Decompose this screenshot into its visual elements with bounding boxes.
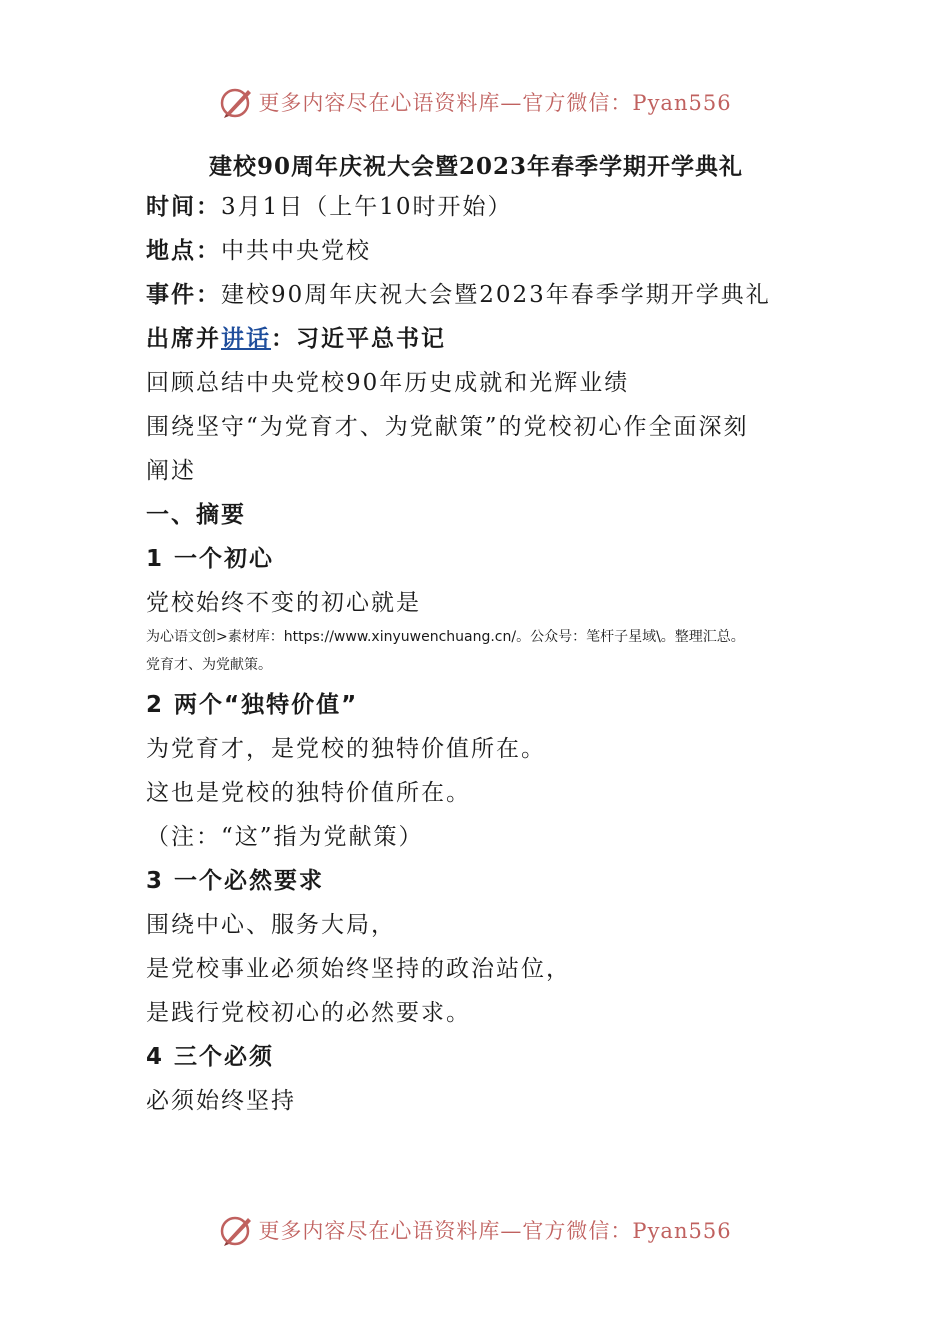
speech-link[interactable]: 讲话 [221,326,271,352]
time-line [146,188,513,221]
time-value: 3月1日（上午10时开始） [221,194,513,220]
point-1-line: 党校始终不变的初心就是 [146,590,421,616]
point-2-line: 为党育才，是党校的独特价值所在。 [146,736,546,762]
intro-line: 阐述 [146,458,196,484]
point-1-heading: 1 一个初心 [146,546,275,572]
speaker-label-suffix: ： [271,326,296,352]
speaker-line [146,320,446,353]
point-2-line: （注：“这”指为党献策） [146,824,424,850]
pen-logo-icon [218,84,254,120]
footer-watermark-text: 更多内容尽在心语资料库—官方微信：Pyan556 [258,1219,732,1243]
point-4-line: 必须始终坚持 [146,1088,296,1114]
section-heading-summary: 一、摘要 [146,502,246,528]
event-line [146,276,771,309]
header-watermark-text: 更多内容尽在心语资料库—官方微信：Pyan556 [258,91,732,115]
point-3-line: 是党校事业必须始终坚持的政治站位， [146,956,571,982]
footer-watermark-banner [0,1208,950,1252]
pen-logo-icon [218,1212,254,1248]
point-1-small-line: 党育才、为党献策。 [146,657,272,673]
place-value: 中共中央党校 [221,238,371,264]
point-2-heading: 2 两个“独特价值” [146,692,359,718]
place-line [146,232,371,265]
point-3-line: 围绕中心、服务大局， [146,912,396,938]
event-value: 建校90周年庆祝大会暨2023年春季学期开学典礼 [221,282,771,308]
intro-line: 回顾总结中央党校90年历史成就和光辉业绩 [146,370,630,396]
intro-line: 围绕坚守“为党育才、为党献策”的党校初心作全面深刻 [146,414,749,440]
point-4-heading: 4 三个必须 [146,1044,275,1070]
point-1-small-line: 为心语文创>素材库：https://www.xinyuwenchuang.cn/。公众号：笔杆子星域\。整理汇总。 [146,629,745,645]
speaker-label-prefix: 出席并 [146,326,221,352]
point-3-line: 是践行党校初心的必然要求。 [146,1000,471,1026]
time-label: 时间： [146,194,221,220]
header-watermark-banner [0,80,950,124]
point-3-heading: 3 一个必然要求 [146,868,325,894]
place-label: 地点： [146,238,221,264]
speaker-value: 习近平总书记 [296,326,446,352]
point-2-line: 这也是党校的独特价值所在。 [146,780,471,806]
event-label: 事件： [146,282,221,308]
document-title: 建校90周年庆祝大会暨2023年春季学期开学典礼 [208,153,744,180]
